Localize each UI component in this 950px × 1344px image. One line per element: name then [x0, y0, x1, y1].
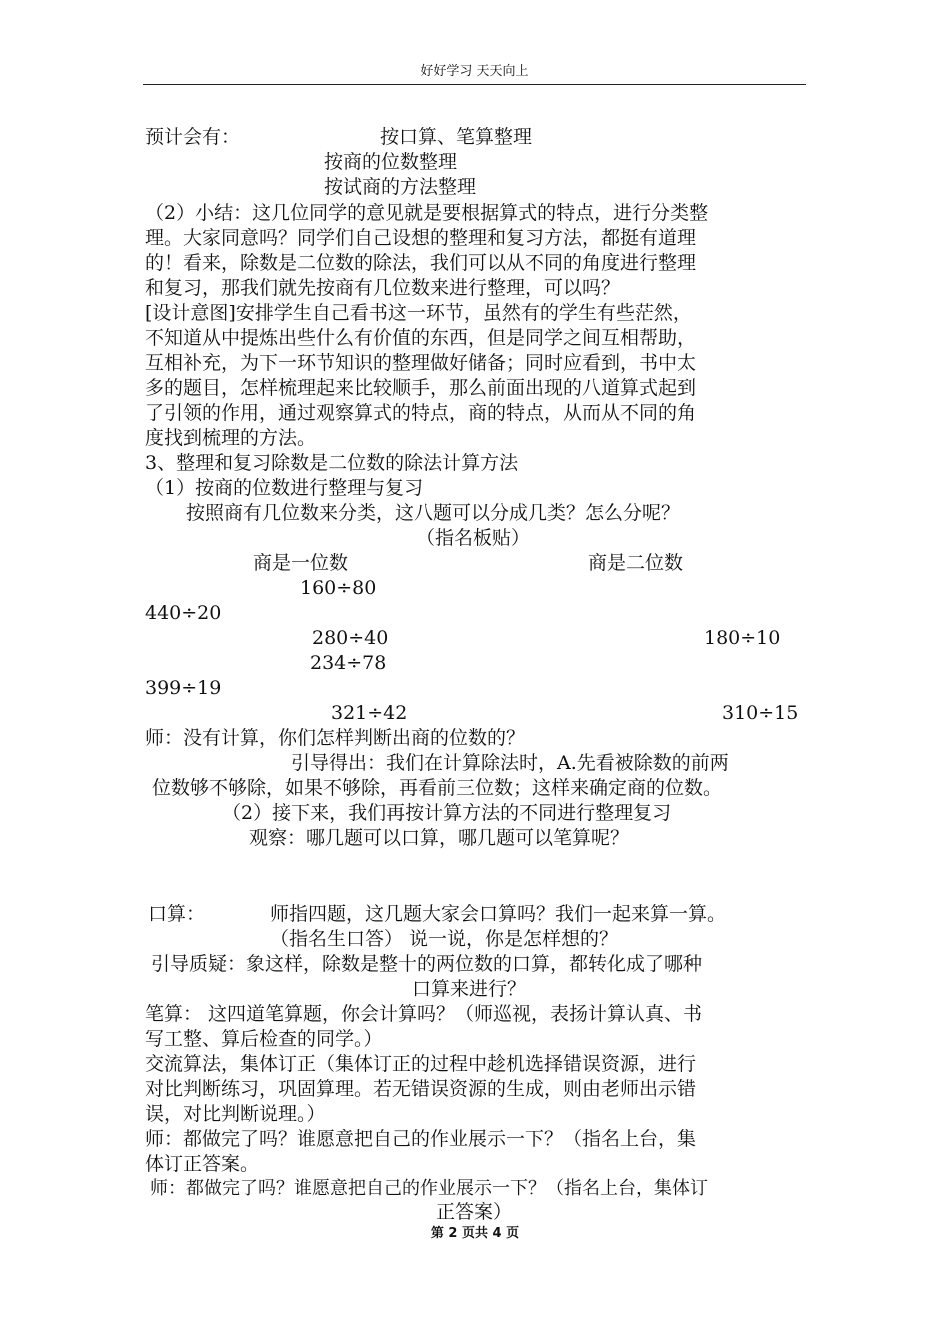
text-line: （2）小结：这几位同学的意见就是要根据算式的特点，进行分类整 [145, 202, 709, 224]
page-number: 第 2 页共 4 页 [430, 1226, 520, 1241]
text-line: 预计会有： [145, 126, 241, 148]
text-line: 引导质疑：象这样，除数是整十的两位数的口算，都转化成了哪种 [151, 953, 703, 975]
text-line: 师：都做完了吗？谁愿意把自己的作业展示一下？（指名上台，集体订 [150, 1178, 708, 1199]
text-line: 对比判断练习，巩固算理。若无错误资源的生成，则由老师出示错 [145, 1078, 697, 1100]
category-label: 商是二位数 [588, 552, 684, 574]
text-line: 师指四题，这几题大家会口算吗？我们一起来算一算。 [270, 903, 727, 925]
text-line: （2）接下来，我们再按计算方法的不同进行整理复习 [222, 802, 672, 824]
text-line: 师：都做完了吗？谁愿意把自己的作业展示一下？（指名上台，集 [145, 1128, 697, 1150]
expression: 160÷80 [300, 577, 377, 599]
text-line: （指名板贴） [416, 527, 531, 549]
expression: 180÷10 [704, 627, 781, 649]
text-line: 口算： [148, 903, 206, 925]
text-line: 笔算： 这四道笔算题，你会计算吗？（师巡视，表扬计算认真、书 [145, 1003, 703, 1025]
text-line: 观察：哪几题可以口算，哪几题可以笔算呢？ [249, 827, 630, 849]
text-line: 度找到梳理的方法。 [145, 427, 317, 449]
text-line: 按照商有几位数来分类，这八题可以分成几类？怎么分呢？ [186, 502, 681, 524]
text-line: （指名生口答） 说一说，你是怎样想的？ [270, 928, 619, 950]
text-line: 写工整、算后检查的同学。） [145, 1028, 383, 1050]
text-line: 理。大家同意吗？同学们自己设想的整理和复习方法，都挺有道理 [145, 227, 697, 249]
text-line: 了引领的作用，通过观察算式的特点，商的特点，从而从不同的角 [145, 402, 697, 424]
text-line: 口算来进行？ [412, 978, 527, 1000]
expression: 234÷78 [310, 652, 387, 674]
text-line: 体订正答案。 [145, 1153, 260, 1175]
text-line: [设计意图]安排学生自己看书这一环节，虽然有的学生有些茫然， [145, 302, 692, 324]
expression: 440÷20 [145, 602, 222, 624]
text-line: 和复习，那我们就先按商有几位数来进行整理，可以吗？ [145, 277, 621, 299]
text-line: 互相补充，为下一环节知识的整理做好储备；同时应看到，书中太 [145, 352, 697, 374]
text-line: 多的题目，怎样梳理起来比较顺手，那么前面出现的八道算式起到 [145, 377, 697, 399]
text-line: 位数够不够除，如果不够除，再看前三位数；这样来确定商的位数。 [152, 777, 723, 799]
section-heading: 3、整理和复习除数是二位数的除法计算方法 [145, 452, 519, 474]
text-line: 引导得出：我们在计算除法时，A.先看被除数的前两 [291, 752, 729, 774]
text-line: 交流算法，集体订正（集体订正的过程中趁机选择错误资源，进行 [145, 1053, 697, 1075]
category-label: 商是一位数 [253, 552, 349, 574]
text-line: 按试商的方法整理 [324, 176, 477, 198]
text-line: 的！看来，除数是二位数的除法，我们可以从不同的角度进行整理 [145, 252, 697, 274]
expression: 280÷40 [312, 627, 389, 649]
page-header: 好好学习 天天向上 [143, 60, 806, 85]
text-line: 不知道从中提炼出些什么有价值的东西，但是同学之间互相帮助， [145, 327, 697, 349]
expression: 310÷15 [722, 702, 799, 724]
text-line: 按口算、笔算整理 [380, 126, 533, 148]
text-line: 按商的位数整理 [324, 151, 458, 173]
expression: 399÷19 [145, 677, 222, 699]
expression: 321÷42 [331, 702, 408, 724]
text-line: 正答案） [436, 1201, 513, 1223]
text-line: 师：没有计算，你们怎样判断出商的位数的？ [145, 727, 526, 749]
subsection-heading: （1）按商的位数进行整理与复习 [145, 477, 424, 499]
text-line: 误，对比判断说理。） [145, 1103, 326, 1125]
